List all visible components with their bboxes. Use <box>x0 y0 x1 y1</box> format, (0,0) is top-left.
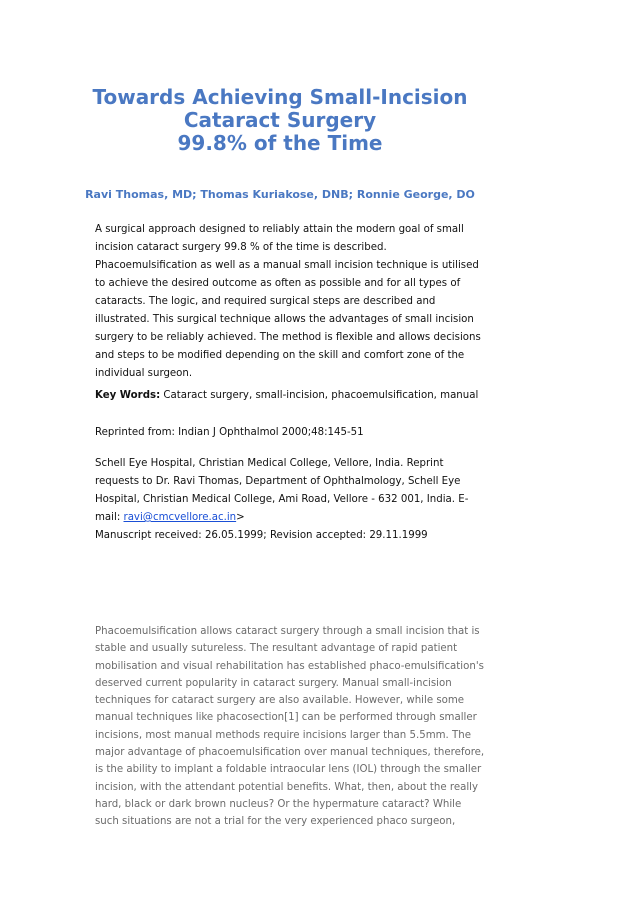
intro-line: manual techniques like phacosection[1] can be performed through smaller <box>95 712 477 724</box>
intro-line: mobilisation and visual rehabilitation has established phaco-emulsification's <box>95 660 484 672</box>
intro-line: Phacoemulsification allows cataract surgery through a small incision that is <box>95 626 480 637</box>
paper-title <box>60 86 500 155</box>
intro-line: stable and usually sutureless. The resultant advantage of rapid patient <box>95 643 458 655</box>
intro-line: techniques for cataract surgery are also available. However, while some <box>95 695 465 707</box>
title-line-3: 99.8% of the Time <box>177 131 383 155</box>
reprint-text: Reprinted from: Indian J Ophthalmol 2000;48:145-51 <box>95 427 364 438</box>
title-line-2: Cataract Surgery <box>183 108 377 132</box>
email-link[interactable]: ravi@cmcvellore.ac.in <box>123 512 237 523</box>
abstract-line: A surgical approach designed to reliably attain the modern goal of small <box>95 224 464 235</box>
keywords-label: Key Words: <box>95 390 161 401</box>
affiliation-line: Hospital, Christian Medical College, Ami Road, Vellore - 632 001, India. E- <box>95 494 469 505</box>
abstract-line: surgery to be reliably achieved. The method is flexible and allows decisions <box>95 332 481 343</box>
email-prefix: mail: <box>95 512 124 523</box>
email-line <box>95 509 467 527</box>
affiliation-line: Schell Eye Hospital, Christian Medical College, Vellore, India. Reprint <box>95 458 444 469</box>
abstract-line: individual surgeon. <box>95 368 193 379</box>
abstract <box>95 221 481 383</box>
keywords-text: Cataract surgery, small-incision, phacoemulsification, manual <box>160 390 479 401</box>
intro-line: such situations are not a trial for the very experienced phaco surgeon, <box>95 816 456 828</box>
title-line-1: Towards Achieving Small-Incision <box>92 85 468 109</box>
introduction-paragraph <box>95 623 485 831</box>
intro-line: incision, with the attendant potential benefits. What, then, about the really <box>95 781 479 793</box>
abstract-line: and steps to be modified depending on the skill and comfort zone of the <box>95 350 465 361</box>
email-suffix: > <box>236 512 245 523</box>
manuscript-dates: Manuscript received: 26.05.1999; Revision accepted: 29.11.1999 <box>95 530 428 541</box>
abstract-line: cataracts. The logic, and required surgical steps are described and <box>95 296 436 307</box>
affiliation <box>95 455 467 545</box>
intro-line: incisions, most manual methods require incisions larger than 5.5mm. The <box>95 729 471 741</box>
abstract-line: Phacoemulsification as well as a manual small incision technique is utilised <box>95 260 479 271</box>
affiliation-line: requests to Dr. Ravi Thomas, Department of Ophthalmology, Schell Eye <box>95 476 461 487</box>
reprint-citation <box>95 424 467 442</box>
keywords <box>95 387 479 405</box>
abstract-line: illustrated. This surgical technique allows the advantages of small incision <box>95 314 474 325</box>
intro-line: hard, black or dark brown nucleus? Or the hypermature cataract? While <box>95 798 462 810</box>
intro-line: major advantage of phacoemulsification over manual techniques, therefore, <box>95 747 485 759</box>
author-list: Ravi Thomas, MD; Thomas Kuriakose, DNB; Ronnie George, DO <box>85 188 475 201</box>
abstract-line: to achieve the desired outcome as often as possible and for all types of <box>95 278 461 289</box>
intro-line: deserved current popularity in cataract surgery. Manual small-incision <box>95 677 452 689</box>
abstract-line: incision cataract surgery 99.8 % of the time is described. <box>95 242 387 253</box>
intro-line: is the ability to implant a foldable intraocular lens (IOL) through the smaller <box>95 764 482 776</box>
